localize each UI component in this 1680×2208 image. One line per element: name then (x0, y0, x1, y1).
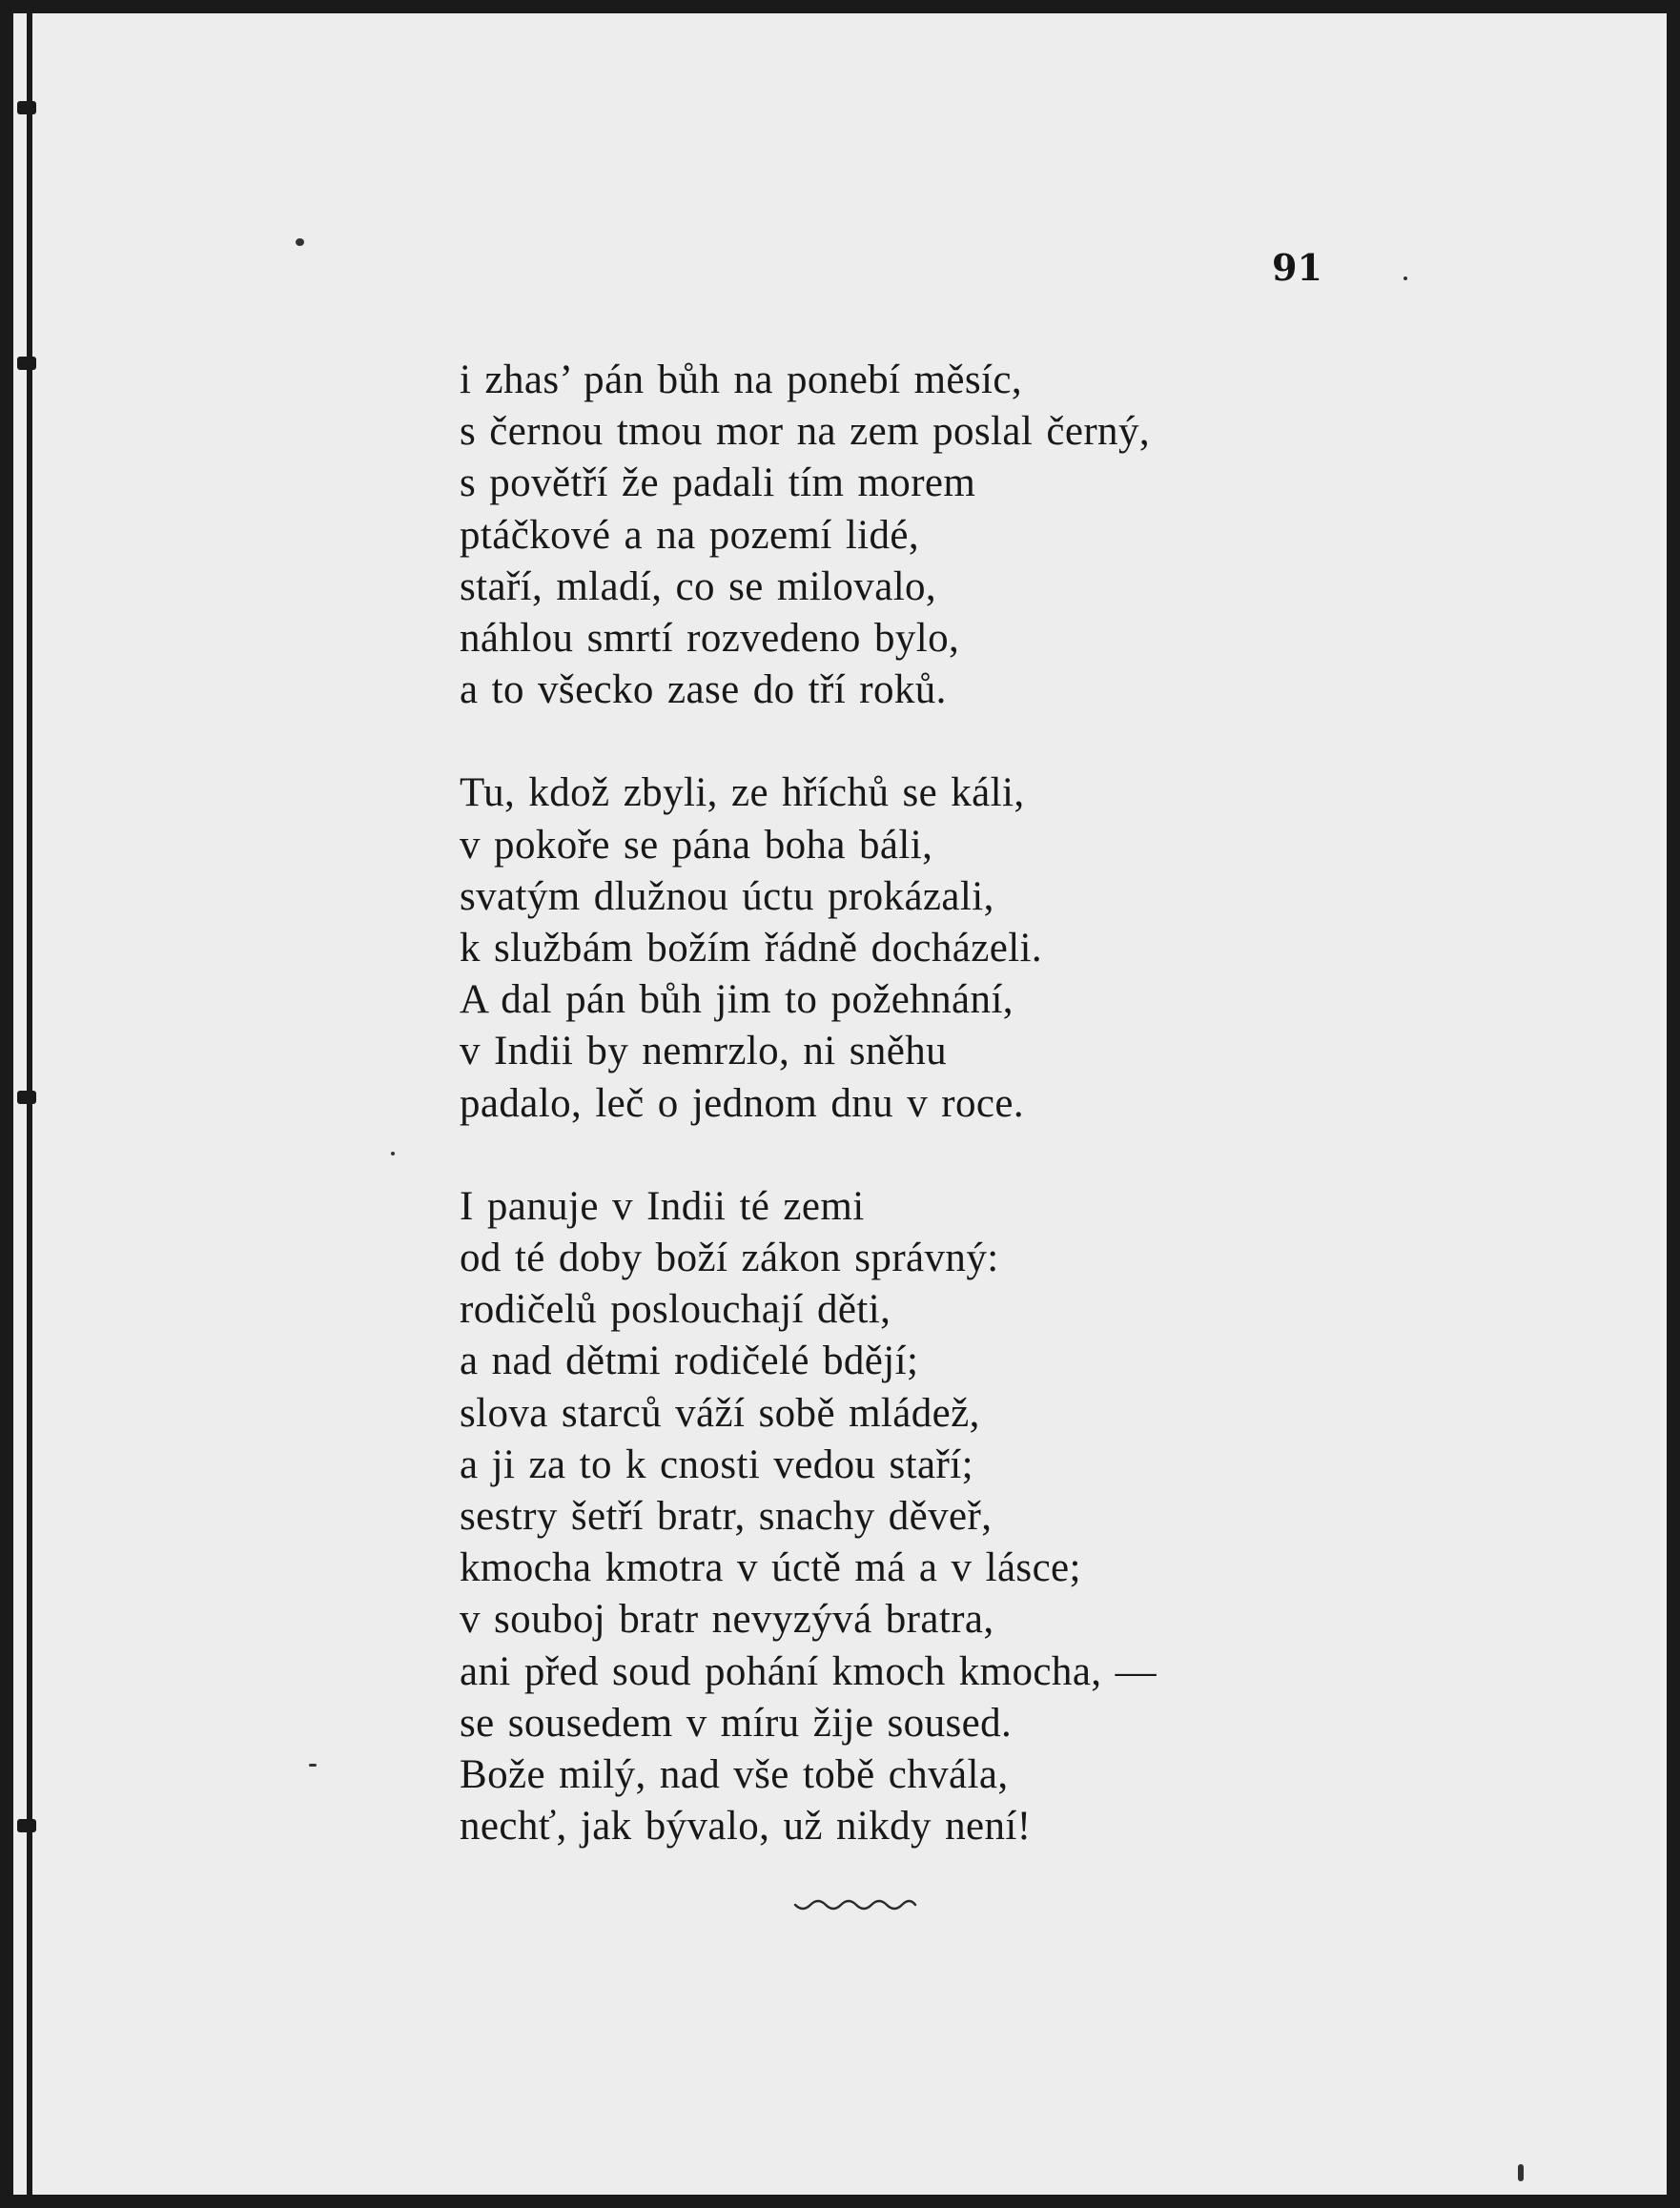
poem-line: s černou tmou mor na zem poslal černý, (460, 409, 1150, 455)
poem-line: v pokoře se pána boha báli, (460, 822, 933, 868)
poem-line: padalo, leč o jednom dnu v roce. (460, 1080, 1025, 1126)
wavy-line-ornament-icon (793, 1897, 917, 1916)
poem-line: ani před soud pohání kmoch kmocha, — (460, 1648, 1158, 1694)
poem-line: a ji za to k cnosti vedou staří; (460, 1441, 973, 1487)
poem-line: a to všecko zase do tří roků. (460, 667, 947, 713)
poem-line: ptáčkové a na pozemí lidé, (460, 512, 920, 558)
poem-line: i zhas’ pán bůh na ponebí měsíc, (460, 358, 1023, 402)
stanza-2 (460, 767, 1413, 1129)
poem-line: A dal pán bůh jim to požehnání, (460, 977, 1014, 1023)
paper-speck (1518, 2164, 1524, 2181)
poem-line: I panuje v Indii té zemi (460, 1183, 865, 1229)
paper-speck (309, 1764, 317, 1767)
page-number: 91 (1272, 246, 1322, 289)
binding-notch (17, 1091, 36, 1104)
poem-line: nechť, jak bývalo, už nikdy není! (460, 1804, 1032, 1850)
paper-speck (296, 238, 304, 246)
poem-line: od té doby boží zákon správný: (460, 1236, 999, 1281)
binding-notch (17, 1819, 36, 1832)
binding-notch (17, 357, 36, 370)
stanza-1 (460, 355, 1413, 716)
poem-line: Bože milý, nad vše tobě chvála, (460, 1752, 1009, 1798)
paper-speck (1403, 276, 1407, 280)
book-page (13, 13, 1667, 2195)
page-spine-edge (27, 13, 32, 2195)
poem-line: staří, mladí, co se milovalo, (460, 563, 937, 609)
poem-line: v souboj bratr nevyzývá bratra, (460, 1597, 994, 1643)
poem-line: rodičelů poslouchají děti, (460, 1287, 891, 1333)
poem-line: s povětří že padali tím morem (460, 460, 976, 506)
binding-notch (17, 101, 36, 114)
poem-line: kmocha kmotra v úctě má a v lásce; (460, 1545, 1081, 1591)
poem-line: v Indii by nemrzlo, ni sněhu (460, 1029, 948, 1074)
poem-line: náhlou smrtí rozvedeno bylo, (460, 616, 960, 662)
poem-line: se sousedem v míru žije soused. (460, 1700, 1013, 1746)
poem-line: Tu, kdož zbyli, ze hříchů se káli, (460, 770, 1025, 816)
poem-text (460, 355, 1413, 1904)
poem-line: k službám božím řádně docházeli. (460, 926, 1043, 971)
poem-line: sestry šetří bratr, snachy děveř, (460, 1494, 993, 1540)
stanza-3 (460, 1181, 1413, 1853)
poem-line: svatým dlužnou úctu prokázali, (460, 873, 994, 919)
paper-speck (391, 1152, 395, 1155)
poem-line: slova starců váží sobě mládež, (460, 1390, 980, 1436)
poem-line: a nad dětmi rodičelé bdějí; (460, 1339, 919, 1384)
